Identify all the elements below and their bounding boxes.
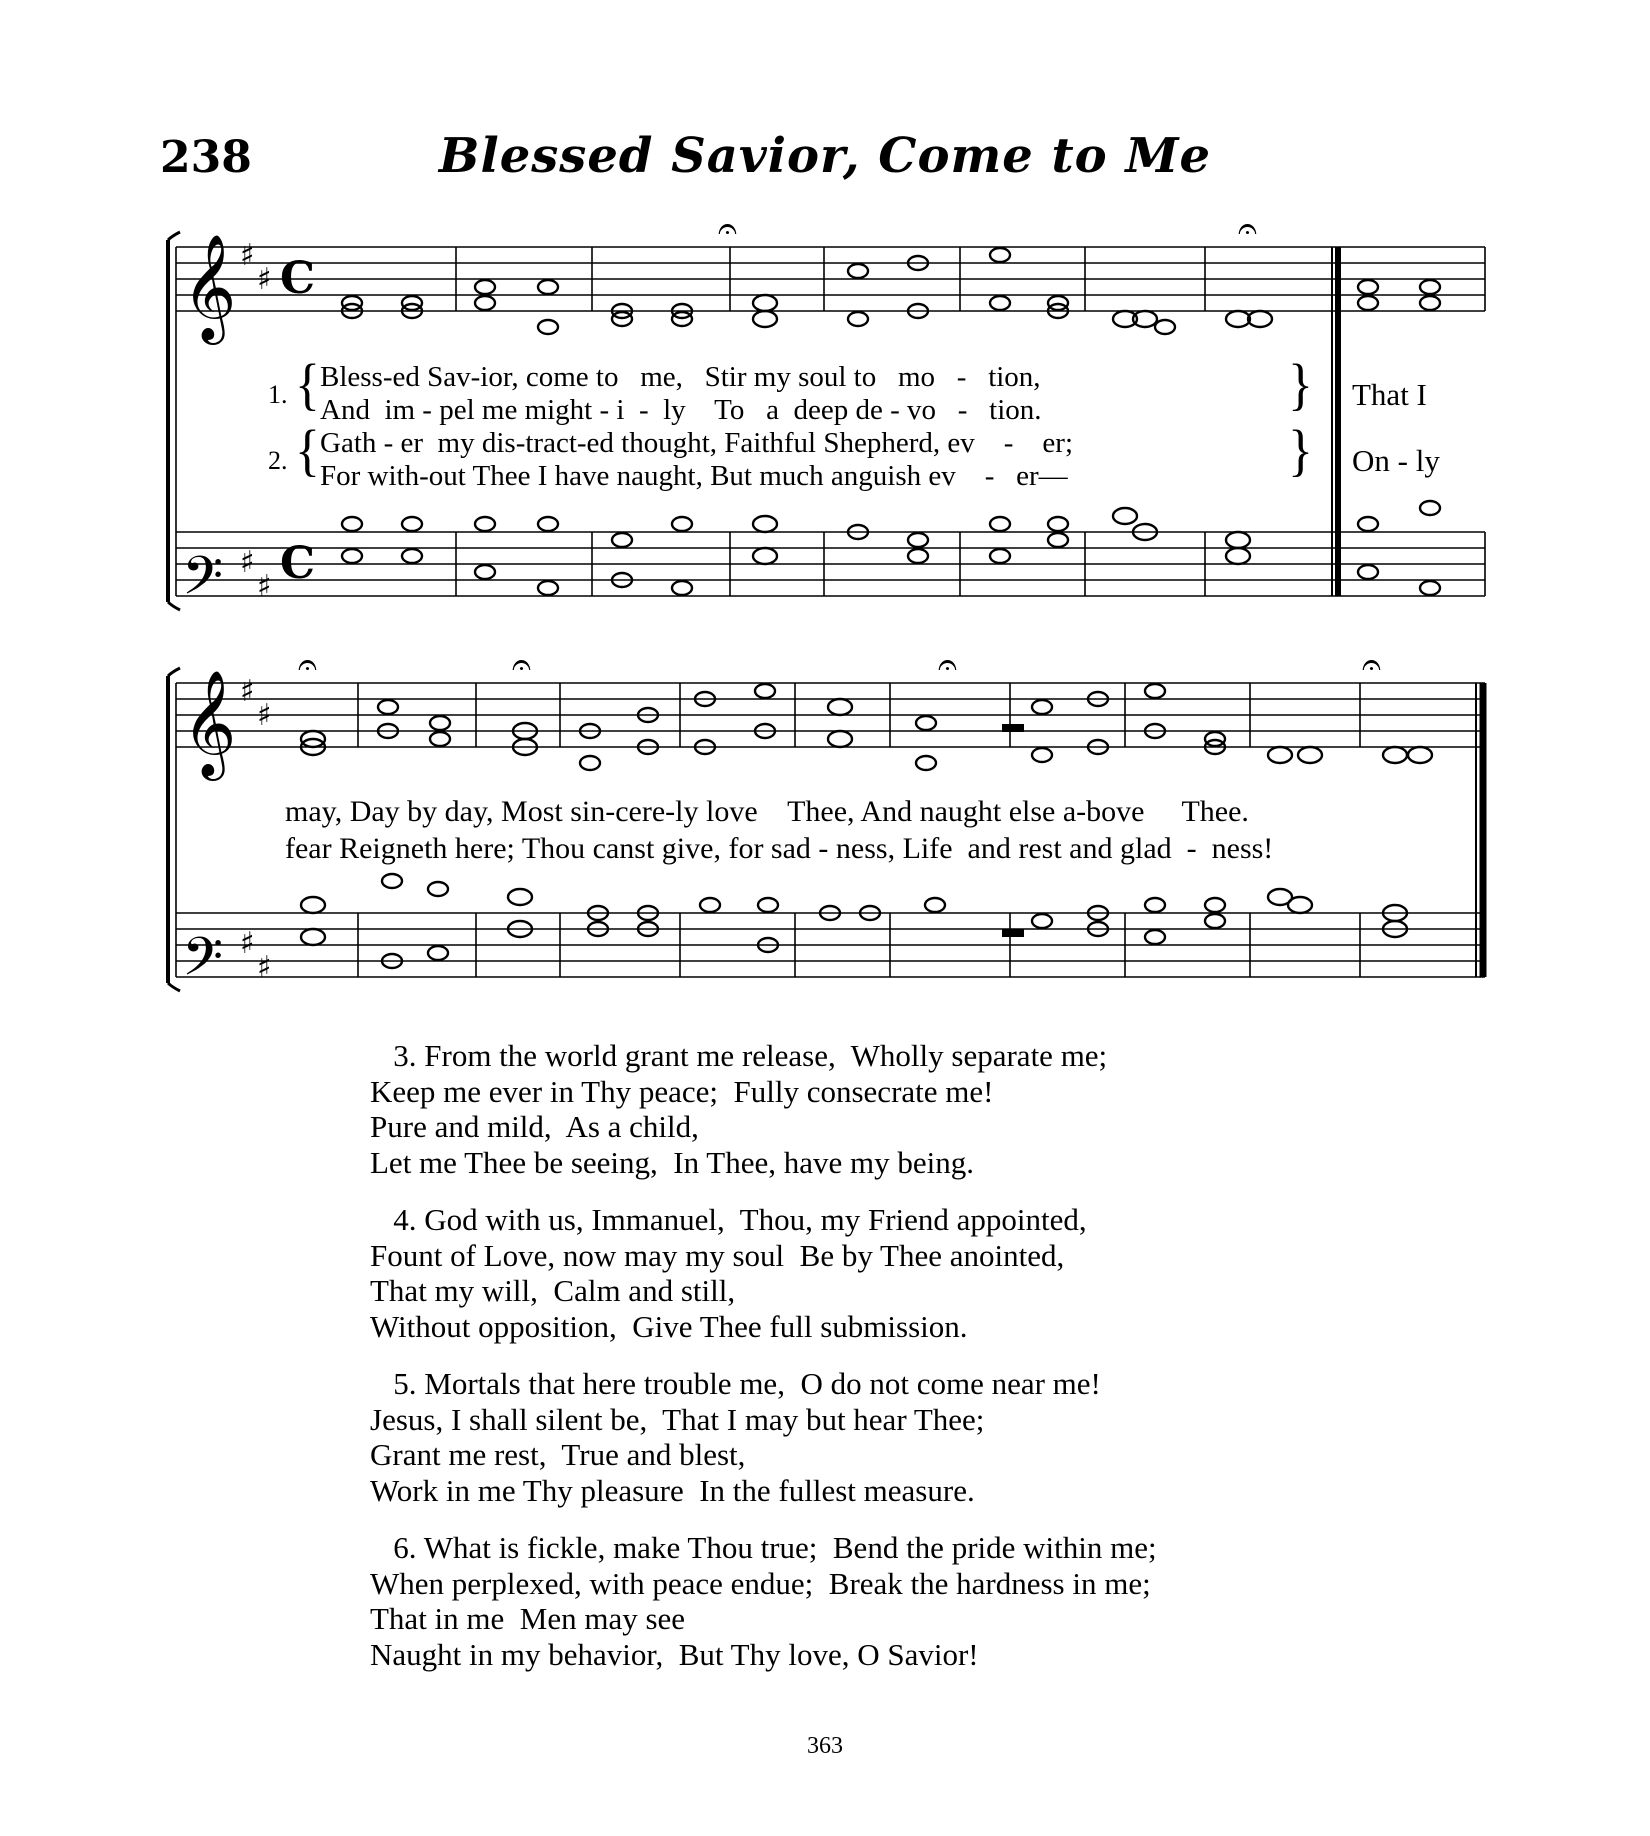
verse-line: 5. Mortals that here trouble me, O do not come near me!: [370, 1366, 1101, 1401]
bass-staff-1: [176, 532, 1485, 596]
hymn-title: Blessed Savior, Come to Me: [438, 128, 1212, 184]
svg-text:𝄐: 𝄐: [1238, 209, 1257, 249]
page-number: 363: [807, 1733, 843, 1759]
verse-line: Let me Thee be seeing, In Thee, have my being.: [370, 1144, 975, 1180]
svg-text:𝄐: 𝄐: [938, 645, 957, 685]
brace-right: }: [1288, 354, 1313, 417]
treble-staff-2: [176, 683, 1485, 747]
lyric-continuation: On - ly: [1352, 443, 1440, 478]
verse-line: Pure and mild, As a child,: [370, 1109, 699, 1144]
verse-line: Jesus, I shall silent be, That I may but hear Thee;: [370, 1401, 985, 1437]
verse-line: 4. God with us, Immanuel, Thou, my Friend appointed,: [370, 1202, 1087, 1237]
verse-line: 6. What is fickle, make Thou true; Bend the pride within me;: [370, 1530, 1157, 1565]
verse-number: 1.: [268, 380, 288, 409]
bass-clef-icon: 𝄢: [182, 546, 224, 620]
notes-treble-2: [301, 684, 1432, 770]
brace-left: {: [295, 420, 320, 483]
treble-clef-icon: 𝄞: [182, 233, 237, 340]
svg-text:♯: ♯: [257, 950, 272, 985]
verse-line: Grant me rest, True and blest,: [370, 1437, 746, 1472]
verse-block: [370, 1038, 1107, 1180]
svg-text:♯: ♯: [257, 698, 272, 733]
svg-text:𝄐: 𝄐: [512, 645, 531, 685]
svg-text:C: C: [280, 253, 316, 304]
verse-line: Without opposition, Give Thee full submission.: [370, 1308, 968, 1344]
verse-line: 3. From the world grant me release, Wholly separate me;: [370, 1038, 1108, 1073]
svg-text:𝄐: 𝄐: [1362, 645, 1381, 685]
svg-text:𝄐: 𝄐: [298, 645, 317, 685]
svg-text:♯: ♯: [257, 262, 272, 297]
brace-left: {: [295, 354, 320, 417]
hymn-number: 238: [160, 132, 252, 183]
verse-block: [370, 1202, 1087, 1344]
svg-text:♯: ♯: [240, 238, 255, 273]
notes-treble-1: [342, 248, 1440, 334]
svg-text:♯: ♯: [240, 926, 255, 961]
lyric-line: fear Reigneth here; Thou canst give, for sad - ness, Life and rest and glad - ness!: [285, 832, 1274, 865]
svg-text:♯: ♯: [240, 545, 255, 580]
bass-clef-icon: 𝄢: [182, 927, 224, 1001]
verse-block: [370, 1530, 1157, 1672]
svg-text:♯: ♯: [240, 674, 255, 709]
brace-right: }: [1288, 420, 1313, 483]
verse-line: When perplexed, with peace endue; Break the hardness in me;: [370, 1565, 1151, 1601]
bass-staff-2: [176, 913, 1485, 977]
lyric-line: may, Day by day, Most sin-cere-ly love Thee, And naught else a-bove Thee.: [285, 795, 1249, 828]
barlines-2: [176, 683, 1483, 977]
verse-line: That in me Men may see: [370, 1601, 686, 1636]
svg-text:♯: ♯: [257, 569, 272, 604]
svg-text:𝄐: 𝄐: [718, 209, 737, 249]
verse-line: Naught in my behavior, But Thy love, O Savior!: [370, 1636, 979, 1672]
verse-line: Work in me Thy pleasure In the fullest measure.: [370, 1472, 975, 1508]
svg-text:C: C: [280, 538, 316, 589]
lyric-line: Bless-ed Sav-ior, come to me, Stir my soul to mo - tion,: [320, 361, 1041, 393]
lyric-line: For with-out Thee I have naught, But much anguish ev - er—: [320, 460, 1068, 492]
verse-line: Fount of Love, now may my soul Be by Thee anointed,: [370, 1237, 1065, 1273]
verse-line: That my will, Calm and still,: [370, 1273, 736, 1308]
lyric-line: And im - pel me might - i - ly To a deep de - vo - tion.: [320, 394, 1042, 426]
verse-number: 2.: [268, 446, 288, 475]
verse-block: [370, 1366, 1101, 1508]
lyric-continuation: That I: [1352, 377, 1427, 412]
treble-staff-1: [176, 247, 1485, 311]
treble-clef-icon: 𝄞: [182, 669, 237, 776]
notes-bass-2: [301, 874, 1407, 968]
verse-line: Keep me ever in Thy peace; Fully consecrate me!: [370, 1073, 994, 1109]
lyric-line: Gath - er my dis-tract-ed thought, Faithful Shepherd, ev - er;: [320, 427, 1073, 459]
